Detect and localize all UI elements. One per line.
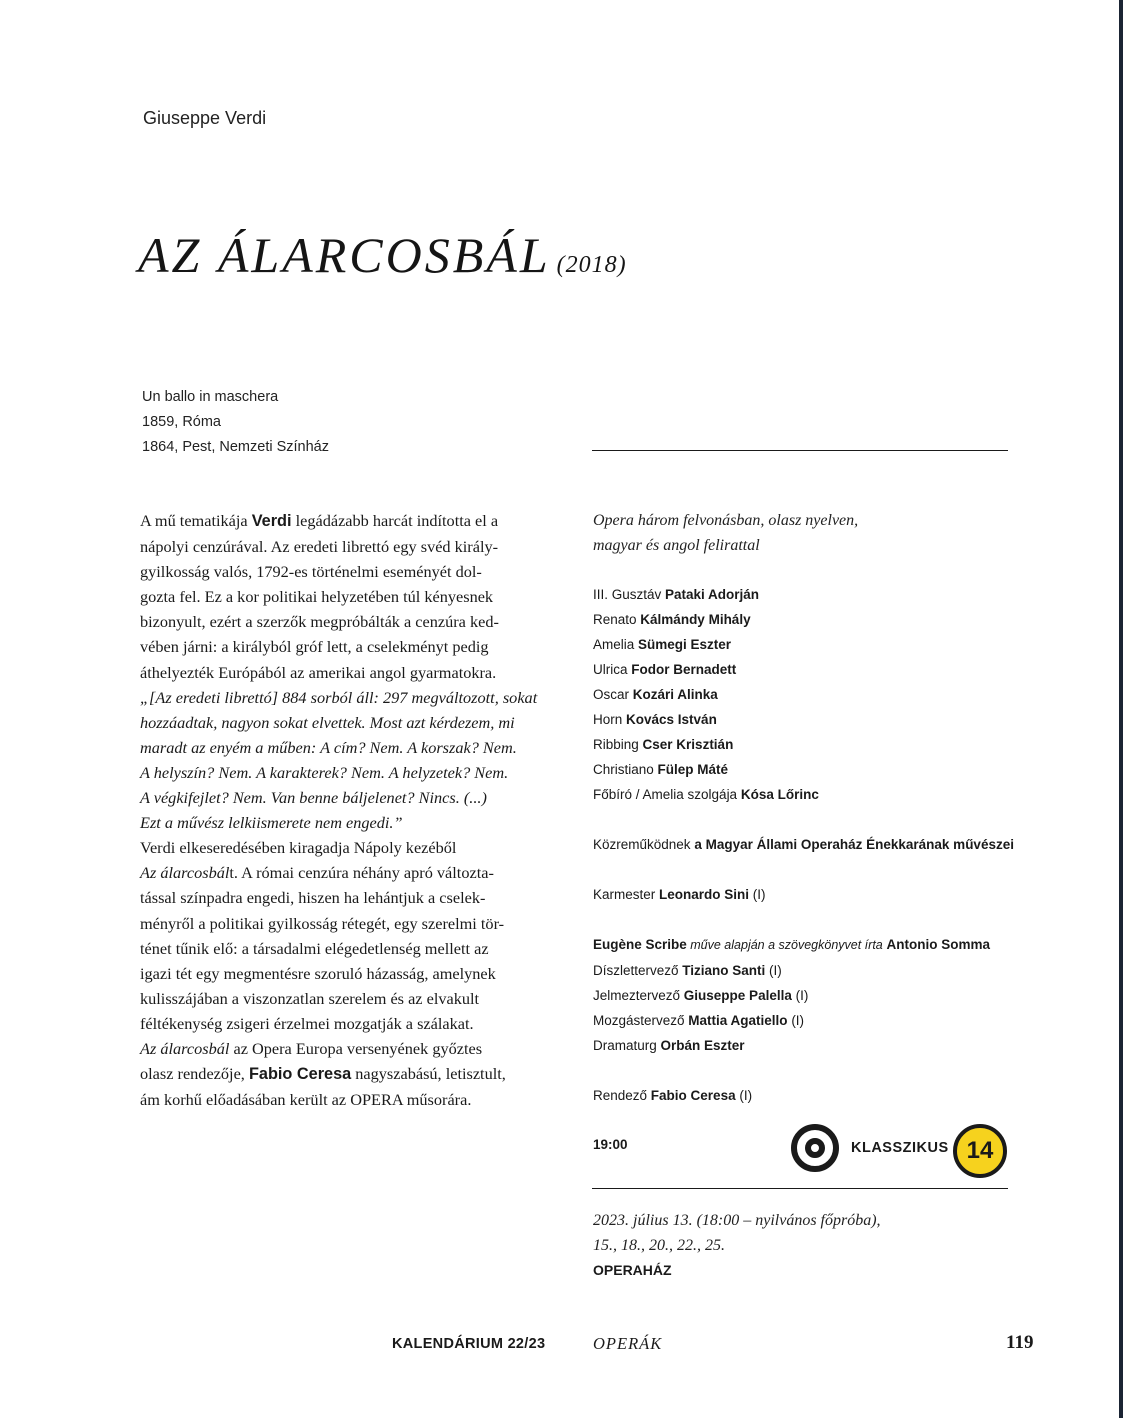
name-text: Fülep Máté <box>657 762 729 777</box>
credit-row <box>593 632 1014 657</box>
text-span: Közreműködnek <box>593 837 695 852</box>
premiere-rome: 1859, Róma <box>142 414 221 430</box>
series-label: KLASSZIKUS <box>851 1140 949 1156</box>
credit-row <box>593 882 1014 907</box>
name-text: Kovács István <box>626 712 717 727</box>
credit-row <box>593 958 1014 983</box>
text-span: Renato <box>593 612 641 627</box>
text-span: gozta fel. Ez a kor politikai helyzetében túl kényesnek <box>140 587 494 607</box>
text-span: A helyszín? Nem. A karakterek? Nem. A helyzetek? Nem. <box>140 762 509 782</box>
performance-language <box>593 508 858 558</box>
synopsis-line <box>140 785 565 810</box>
synopsis-line <box>140 986 565 1011</box>
credit-row <box>593 607 1014 632</box>
text-span: Dramaturg <box>593 1038 661 1053</box>
text-span: kulisszájában a viszonzatlan szerelem és az elvakult <box>140 988 480 1008</box>
text-span: (I) <box>765 963 782 978</box>
footer-calendar: KALENDÁRIUM 22/23 <box>392 1336 546 1352</box>
credit-row <box>593 682 1014 707</box>
synopsis-line <box>140 584 565 609</box>
text-span: „[Az eredeti librettó] 884 sorból áll: 297 megváltozott, sokat <box>140 687 538 707</box>
text-span: Jelmeztervező <box>593 988 684 1003</box>
name-text: Fodor Bernadett <box>631 662 737 677</box>
text-span: Ezt a művész lelkiismerete nem engedi.” <box>140 813 403 833</box>
credit-row <box>593 782 1014 807</box>
synopsis-line <box>140 911 565 936</box>
name-text: Giuseppe Palella <box>683 988 792 1003</box>
text-span: Mozgástervező <box>593 1013 689 1028</box>
credit-row <box>593 707 1014 732</box>
text-span: vében járni: a királyból gróf lett, a cselekményt pedig <box>140 637 489 657</box>
footer-section: OPERÁK <box>593 1334 663 1353</box>
text-span: ténet tűnik elő: a társadalmi elégedetlenség mellett az <box>140 938 489 958</box>
text-span: Christiano <box>593 762 658 777</box>
credit-row <box>593 757 1014 782</box>
synopsis-line <box>140 961 565 986</box>
page-title <box>138 226 627 284</box>
credit-row <box>593 983 1014 1008</box>
production-year: (2018) <box>556 252 627 278</box>
text-span: hozzáadtak, nagyon sokat elvettek. Most azt kérdezem, mi <box>140 712 515 732</box>
text-span: Főbíró / Amelia szolgája <box>593 787 741 802</box>
name-text: Mattia Agatiello <box>688 1013 788 1028</box>
text-span: Horn <box>593 712 627 727</box>
opera-title: AZ ÁLARCOSBÁL <box>138 227 551 283</box>
credit-row <box>593 1083 1014 1108</box>
synopsis-line <box>140 660 565 685</box>
venue: OPERAHÁZ <box>593 1262 672 1278</box>
synopsis-line <box>140 1061 565 1087</box>
credit-row <box>593 582 1014 607</box>
name-text: Antonio Somma <box>886 937 991 952</box>
text-span: tással színpadra engedi, hiszen ha lehántjuk a cselek- <box>140 888 486 908</box>
text-span: (I) <box>735 1088 753 1103</box>
synopsis-line <box>140 860 565 885</box>
name-text: Pataki Adorján <box>665 587 760 602</box>
text-span: nápolyi cenzúrával. Az eredeti librettó egy svéd király- <box>140 537 499 557</box>
text-span: ményről a politikai gyilkosság rétegét, egy szerelmi tör- <box>140 913 505 933</box>
text-span: féltékenység zsigeri érzelmei mozgatják a szálakat. <box>140 1013 474 1033</box>
text-span: A mű tematikája <box>140 511 252 530</box>
name-text: Sümegi Eszter <box>638 637 732 652</box>
age-rating-badge: 14 <box>953 1124 1007 1178</box>
premiere-pest: 1864, Pest, Nemzeti Színház <box>142 439 329 455</box>
synopsis-line <box>140 634 565 659</box>
text-span: Oscar <box>593 687 633 702</box>
credit-row <box>593 1033 1014 1058</box>
synopsis-line <box>140 508 565 534</box>
text-span: maradt az enyém a műben: A cím? Nem. A korszak? Nem. <box>140 737 517 757</box>
line-gap <box>593 907 1014 932</box>
text-span: Ribbing <box>593 737 643 752</box>
synopsis-line <box>140 685 565 710</box>
text-span: legádázabb harcát indította el a <box>291 511 499 530</box>
text-span: az Opera Europa versenyének győztes <box>229 1038 483 1058</box>
synopsis-line <box>140 559 565 584</box>
date-line: 15., 18., 20., 22., 25. <box>593 1237 725 1254</box>
page-number: 119 <box>1006 1332 1034 1353</box>
name-text: Tiziano Santi <box>682 963 766 978</box>
synopsis-line <box>140 810 565 835</box>
text-span: bizonyult, ezért a szerzők megpróbálták a cenzúra ked- <box>140 612 499 632</box>
credit-row <box>593 657 1014 682</box>
name-text: Kósa Lőrinc <box>740 787 819 802</box>
synopsis-line <box>140 735 565 760</box>
intro-line: Opera három felvonásban, olasz nyelven, <box>593 512 859 529</box>
credit-row <box>593 832 1014 857</box>
synopsis-line <box>140 1036 565 1061</box>
line-gap <box>593 807 1014 832</box>
text-span: Díszlettervező <box>593 963 683 978</box>
text-span: (I) <box>791 988 809 1003</box>
intro-line: magyar és angol felirattal <box>593 537 760 554</box>
text-span: (I) <box>749 887 766 902</box>
synopsis-line <box>140 710 565 735</box>
name-text: Kozári Alinka <box>632 687 718 702</box>
line-gap <box>593 1058 1014 1083</box>
synopsis-line <box>140 936 565 961</box>
synopsis-line <box>140 835 565 860</box>
credit-row <box>593 1008 1014 1033</box>
name-text: Fabio Ceresa <box>650 1088 736 1103</box>
text-span: nagyszabású, letisztult, <box>351 1064 506 1084</box>
text-span: ám korhű előadásában került az OPERA műsorára. <box>140 1090 472 1110</box>
opera-meta <box>142 385 329 460</box>
name-text: Cser Krisztián <box>642 737 734 752</box>
synopsis-text <box>140 508 565 1112</box>
name-text: Orbán Eszter <box>660 1038 745 1053</box>
text-span: A végkifejlet? Nem. Van benne báljelenet? Nincs. (...) <box>140 788 487 808</box>
text-span: Amelia <box>593 637 639 652</box>
target-icon <box>791 1124 839 1172</box>
cast-and-crew <box>593 582 1014 1108</box>
synopsis-line <box>140 609 565 634</box>
name-text: Verdi <box>251 512 292 530</box>
divider-bottom <box>592 1188 1008 1189</box>
text-span: Karmester <box>593 887 660 902</box>
synopsis-line <box>140 534 565 559</box>
name-text: Kálmándy Mihály <box>640 612 751 627</box>
synopsis-line <box>140 885 565 910</box>
text-span: Verdi elkeseredésében kiragadja Nápoly kezéből <box>140 838 457 858</box>
text-span: Az álarcosbál <box>140 863 230 883</box>
synopsis-line <box>140 760 565 785</box>
page-edge <box>1119 0 1123 1418</box>
name-text: a Magyar Állami Operaház Énekkarának művészei <box>694 837 1014 852</box>
text-span: igazi tét egy megmentésre szoruló házasság, amelynek <box>140 963 496 983</box>
credit-row <box>593 932 1014 958</box>
text-span: Ulrica <box>593 662 632 677</box>
text-span: (I) <box>787 1013 805 1028</box>
original-title: Un ballo in maschera <box>142 389 279 405</box>
text-span: Rendező <box>593 1088 651 1103</box>
synopsis-line <box>140 1087 565 1112</box>
date-line: 2023. július 13. (18:00 – nyilvános főpróba), <box>593 1212 881 1229</box>
text-span: gyilkosság valós, 1792-es történelmi eseményét dol- <box>140 562 482 582</box>
text-span: Az álarcosbál <box>140 1038 230 1058</box>
text-span: áthelyezték Európából az amerikai angol gyarmatokra. <box>140 662 497 682</box>
divider-top <box>592 450 1008 451</box>
credit-row <box>593 732 1014 757</box>
name-text: Fabio Ceresa <box>248 1065 352 1084</box>
text-span: III. Gusztáv <box>593 587 666 602</box>
name-text: Leonardo Sini <box>659 887 750 902</box>
synopsis-line <box>140 1011 565 1036</box>
line-gap <box>593 857 1014 882</box>
text-span: műve alapján a szövegkönyvet írta <box>686 938 883 952</box>
composer-name: Giuseppe Verdi <box>143 108 267 128</box>
performance-dates <box>593 1208 881 1258</box>
performance-time: 19:00 <box>593 1137 628 1152</box>
text-span: t. A római cenzúra néhány apró változta- <box>229 863 494 883</box>
text-span: olasz rendezője, <box>140 1064 249 1084</box>
name-text: Eugène Scribe <box>593 937 687 952</box>
